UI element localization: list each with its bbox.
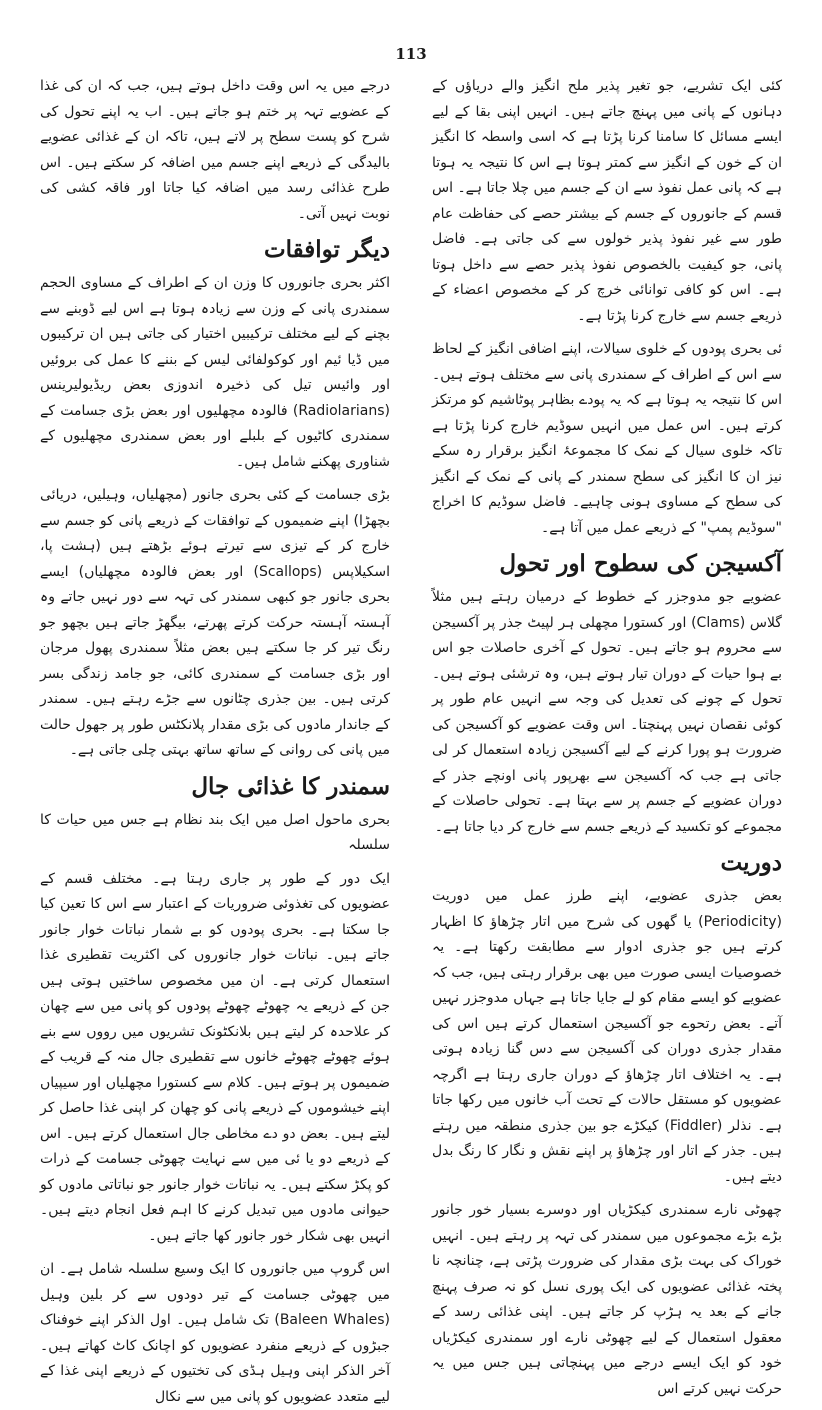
- paragraph: بعض جذری عضویے، اپنے طرز عمل میں دوریت (Periodicity) یا گھوں کی شرح میں اتار چڑھاؤ کا اظہار کرتے ہیں جو جذری ادوار سے مطابقت رکھتا ہے۔ یہ خصوصیات ایسی صورت میں بھی برقرار رہتی ہیں، جب کہ عضویے کو ایسے مقام کو لے جایا جاتا ہے جہاں مدوجزر نہیں آتے۔ بعض رتحوے جو آکسیجن استعمال کرتے ہیں اس کی مقدار جذری دوران کی آکسیجن سے دس گنا زیادہ ہوتی ہے۔ یہ اختلاف اتار چڑھاؤ کے دوران جاری رہتا ہے اگرچہ عضویوں کو مستقل حالات کے تحت آب خانوں میں رکھا جاتا ہے۔ نذلر (Fiddler) کیکڑے جو بین جذری منطقہ میں رہتے ہیں۔ جذر کے اتار اور چڑھاؤ پر اپنے نقش و نگار کا رنگ بدل دیتے ہیں۔: [432, 888, 782, 1185]
- paragraph: کئی ایک تشریے، جو تغیر پذیر ملح انگیز والے دریاؤں کے دہانوں کے پانی میں پہنچ جاتے ہیں۔ انہیں اپنی بقا کے لیے ایسے مسائل کا سامنا کرنا پڑتا ہے کہ اسی واسطہ کا انگیز ان کے خون کے انگیز سے کمتر ہوتا ہے اس کا نتیجہ یہ ہوتا ہے کہ پانی عمل نفوذ سے ان کے جسم میں چلا جاتا ہے۔ اس قسم کے جانوروں کے جسم کے بیشتر حصے کی حفاظت عام طور سے غیر نفوذ پذیر خولوں سے کی جاتی ہے۔ فاضل پانی، جو کیفیت بالخصوص نفوذ پذیر حصے سے داخل ہوتا ہے۔ اس کو کافی توانائی خرچ کر کے مخصوص اعضاء کے ذریعے جسم سے خارج کرنا پڑتا ہے۔: [432, 78, 782, 324]
- two-column-body: [40, 74, 782, 1405]
- section-heading-food-web: سمندر کا غذائی جال: [191, 772, 390, 800]
- paragraph: چھوٹی نارے سمندری کیکڑیاں اور دوسرے بسیار خور جانور بڑے بڑے مجموعوں میں سمندر کی تہہ پر رہتے ہیں۔ انہیں خوراک کی بہت بڑی مقدار کی ضرورت پڑتی ہے، چنانچہ نا پختہ غذائی عضویوں کی ایک پوری نسل کو نہ صرف پہنچ جانے کے بعد یہ ہڑپ کر جاتے ہیں۔ اپنی غذائی رسد کے معقول استعمال کے لیے چھوٹی نارے اور سمندری کیکڑیاں خود کو ایک ایسے درجے میں پہنچاتی ہیں جس میں یہ حرکت نہیں کرتے اس: [432, 1202, 782, 1397]
- left-column: [40, 74, 391, 1405]
- section-heading-adaptations: دیگر توافقات: [263, 236, 390, 263]
- paragraph: ئی بحری پودوں کے خلوی سیالات، اپنے اضافی انگیز کے لحاظ سے اس کے اطراف کے سمندری پانی سے مختلف ہوتے ہیں۔ اس کا نتیجہ یہ ہوتا ہے کہ یہ پودے بظاہر پوٹاشیم کو مرتکز کرتے ہیں۔ اس عمل میں انہیں سوڈیم خارج کرنا پڑتا ہے تاکہ خلوی سیال کے نمک کا مجموعۂ انگیز برقرار رہ سکے نیز ان کا انگیز کی سطح سمندر کے پانی کے نمک کے انگیز کی سطح کے مساوی ہونی چاہیے۔ فاضل سوڈیم کا اخراج "سوڈیم پمپ" کے ذریعے عمل میں آتا ہے۔: [432, 341, 782, 536]
- paragraph: اس گروپ میں جانوروں کا ایک وسیع سلسلہ شامل ہے۔ ان میں چھوٹی جسامت کے تیر دودوں سے کر بلین وہیل (Baleen Whales) تک شامل ہیں۔ اول الذکر اپنے خوفناک جبڑوں کے ذریعے منفرد عضویوں کو اچانک کاٹ کھاتے ہیں۔ آخر الذکر اپنی وہیل ہڈی کی تختیوں کے ذریعے اپنی غذا کے لیے متعدد عضویوں کو پانی میں سے نکال: [40, 1261, 390, 1405]
- paragraph: ایک دور کے طور پر جاری رہتا ہے۔ مختلف قسم کے عضویوں کی تغذوئی ضروریات کے اعتبار سے اس کا تعین کیا جا سکتا ہے۔ بحری پودوں کو بے شمار نباتات خوار جانور جاتے ہیں۔ نباتات خوار جانوروں کی اکثریت تقطیری غذا استعمال کرتی ہے۔ ان میں مخصوص ساختیں ہوتی ہیں جن کے ذریعے یہ چھوٹے چھوٹے پودوں کو پانی میں سے چھان کر علاحدہ کر لیتے ہیں بلانکٹونک تشریوں میں رووں سے بنے ہوئے چھوٹے چھوٹے خانوں سے تقطیری جال منہ کے قریب کے ضمیموں پر ہوتے ہیں۔ کلام سے کستورا مچھلیاں اور سیپیاں اپنے خیشوموں کے ذریعے پانی کو چھان کر اپنی غذا حاصل کر لیتے ہیں۔ بعض دو دے مخاطی جال استعمال کرتے ہیں۔ اس کے ذریعے دو یا ئی میں سے نہایت چھوٹی جسامت کے ذرات کو پکڑ سکتے ہیں۔ یہ نباتات خوار جانور جو نباتاتی مادوں کو حیوانی مادوں میں تبدیل کرنے کا اہم فعل انجام دیتے ہیں۔ انہیں بھی شکار خور جانور کھا جاتے ہیں۔: [40, 870, 390, 1244]
- section-heading-periodicity: دوریت: [720, 849, 782, 876]
- page-number: 113: [395, 45, 427, 63]
- paragraph: عضویے جو مدوجزر کے خطوط کے درمیان رہتے ہیں مثلاً گلاس (Clams) اور کستورا مچھلی ہر لپیٹ جذر پر آکسیجن سے محروم ہو جاتے ہیں۔ تحول کے آخری حاصلات جو اس بے ہوا حیات کے دوران تیار ہوتے ہیں، وہ ترشئی ہوتے ہیں۔ تحول کے چونے کی تعدیل کی وجہ سے انہیں عام طور پر کوئی نقصان نہیں پہنچتا۔ اس وقت عضویے کو آکسیجن کی ضرورت ہو پورا کرنے کے لیے آکسیجن زیادہ استعمال کر لی جاتی ہے جب کہ آکسیجن سے بھرپور پانی اونچے جذر کے دوران عضویے کے جسم پر سے بہتا ہے۔ تحولی حاصلات کے مجموعے کو تکسید کے ذریعے جسم سے خارج کر دیا جاتا ہے۔: [432, 589, 782, 835]
- paragraph: درجے میں یہ اس وقت داخل ہوتے ہیں، جب کہ ان کی غذا کے عضویے تہہ پر ختم ہو جاتے ہیں۔ اب یہ اپنے تحول کی شرح کو پست سطح پر لاتے ہیں، تاکہ ان کے غذائی عضویے بالیدگی کے ذریعے اپنے جسم میں اضافہ کر سکتے ہیں۔ اس طرح غذائی رسد میں اضافہ کیا جاتا اور فاقہ کشی کی نوبت نہیں آتی۔: [40, 78, 390, 222]
- section-heading-oxygen: آکسیجن کی سطوح اور تحول: [499, 550, 782, 577]
- side-text: بحری ماحول اصل میں ایک بند نظام ہے جس میں حیات کا سلسلہ: [40, 811, 390, 853]
- paragraph: بڑی جسامت کے کئی بحری جانور (مچھلیاں، وہیلیں، دریائی بچھڑا) اپنے ضمیموں کے توافقات کے ذریعے پانی کو جسم سے خارج کر کے تیزی سے تیرتے ہوئے بڑھتے ہیں (ہشت پا، اسکیلاپس (Scallops) اور بعض فالودہ مچھلیاں) ایسے بحری جانور جو کبھی سمندر کی تہہ سے دور نہیں جاتے وہ آہستہ آہستہ حرکت کرتے پھرتے، بیگھڑ جاتے ہیں بچھو جو رنگ تیر کر جا سکتے ہیں بعض مثلاً سمندری پھول مرجان اور بڑی جسامت کے سمندری کائی، جو جامد زندگی بسر کرتی ہیں۔ بین جذری چٹانوں سے جڑے رہتے ہیں۔ سمندر کے جاندار مادوں کی بڑی مقدار پلانکٹس طور پر جھول حالت میں پانی کی روانی کے ساتھ ساتھ بہتی چلی جاتی ہے۔: [40, 487, 391, 758]
- paragraph: اکثر بحری جانوروں کا وزن ان کے اطراف کے مساوی الحجم سمندری پانی کے وزن سے زیادہ ہوتا ہے اس لیے ڈوبنے سے بچنے کے لیے مختلف ترکیبیں اختیار کی جاتی ہیں ان ترکیبوں میں ڈیا ئیم اور کوکولفائی لیس کے بننے کا عمل کی بروئیں اور وائیس تیل کی ذخیرہ اندوزی بعض ریڈیولیرینس (Radiolarians) فالودہ مچھلیوں اور بعض بڑی جسامت کے سمندری کاٹیوں کے بلبلے اور بعض سمندری مچھلیوں کے شناوری پھکنے شامل ہیں۔: [40, 275, 390, 470]
- right-column: [432, 74, 782, 1397]
